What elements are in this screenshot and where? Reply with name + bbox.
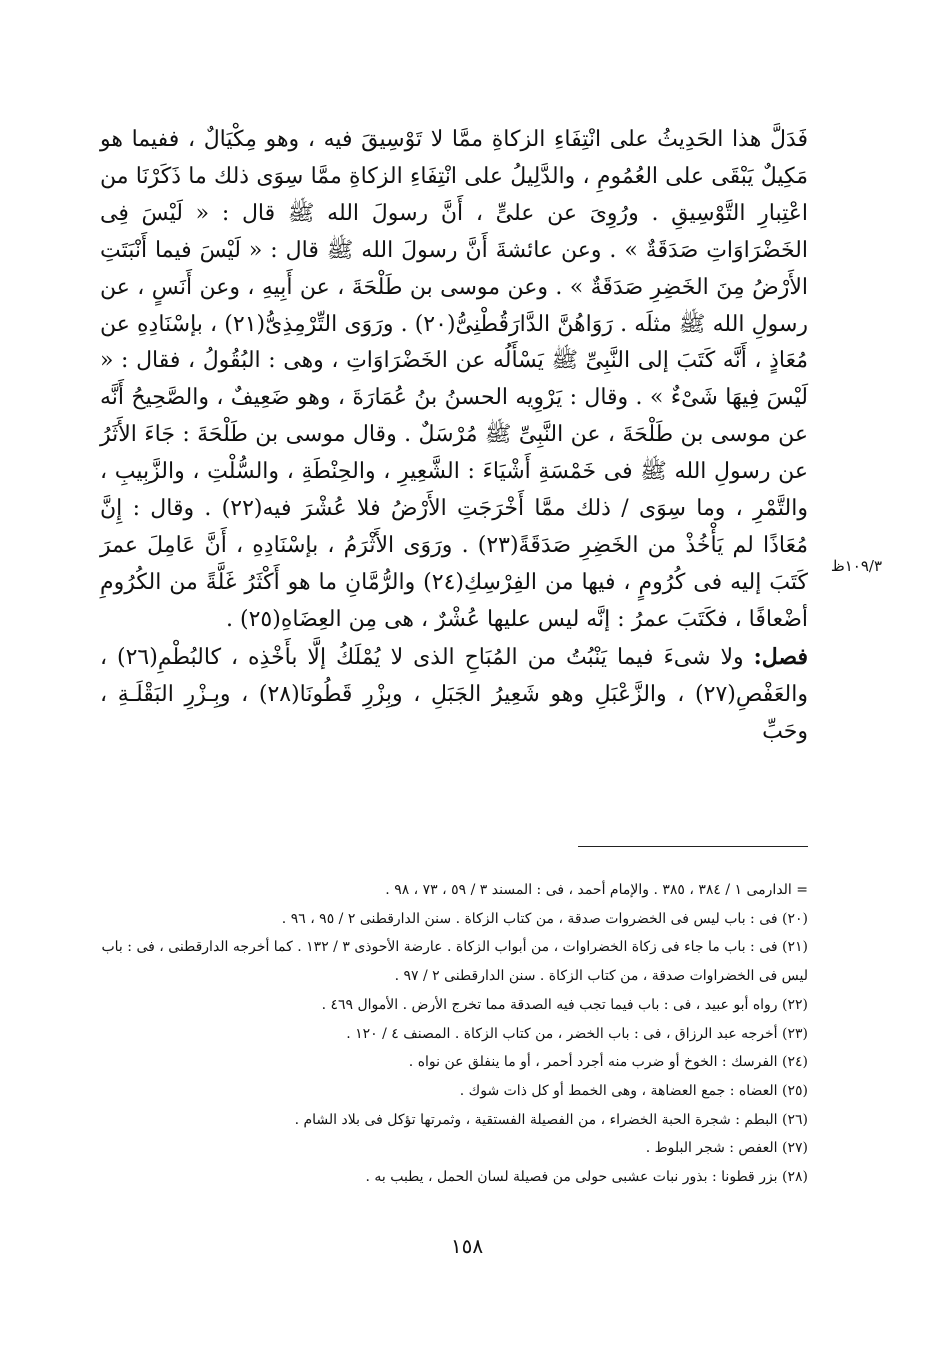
paragraph-2 — [100, 639, 808, 751]
footnote-21: (٢١) فى : باب ما جاء فى زكاة الخضراوات ، من أبواب الزكاة . عارضة الأحوذى ٣ / ١٣٢ . كما أخرجه الدارقطنى ، فى : باب ليس فى الخضراوات صدقة ، من كتاب الزكاة . سنن الدارقطنى ٢ / ٩٧ . — [101, 939, 808, 985]
footnote-divider — [578, 846, 808, 847]
footnote-23: (٢٣) أخرجه عبد الرزاق ، فى : باب الخضر ، من كتاب الزكاة . المصنف ٤ / ١٢٠ . — [346, 1025, 808, 1042]
footnote-26: (٢٦) البطم : شجرة الحبة الخضراء ، من الفصيلة الفستقية ، وثمرتها تؤكل فى بلاد الشام . — [294, 1111, 808, 1128]
section-heading-fasl: فصل: — [753, 643, 808, 670]
main-text — [100, 122, 808, 750]
paragraph-2-text: ولا شىءَ فيما يَنْبُتُ من المُبَاحِ الذى لا يُمْلَكُ إلَّا بأَخْذِه ، كالبُطْمِ(٢٦) ، والعَفْصِ(٢٧) ، والزَّعْبَلِ وهو شَعِيرُ الجَبَلِ ، وبِزْرِ قَطُونَا(٢٨) ، وبِـزْرِ البَقْلَـةِ ، وحَبِّ — [100, 644, 808, 744]
footnote-continued: = الدارمى ١ / ٣٨٤ ، ٣٨٥ . والإمام أحمد ، فى : المسند ٣ / ٥٩ ، ٧٣ ، ٩٨ . — [385, 882, 808, 898]
footnote-27: (٢٧) العفص : شجر البلوط . — [645, 1140, 808, 1157]
footnote-20: (٢٠) فى : باب ليس فى الخضروات صدقة ، من كتاب الزكاة . سنن الدارقطنى ٢ / ٩٥ ، ٩٦ . — [281, 910, 808, 927]
paragraph-1: فَدَلَّ هذا الحَدِيثُ على انْتِفَاءِ الزكاةِ ممَّا لا تَوْسِيقَ فيه ، وهو مِكْيَالٌ ، ففيما هو مَكِيلٌ يَبْقَى على العُمُومِ ، والدَّلِيلُ على انْتِفَاءِ الزكاةِ ممَّا سِوَى ذلك ما ذَكَرْنَا من اعْتِبارِ التَّوْسِيقِ . ورُوِىَ عن علىٍّ ، أَنَّ رسولَ الله ﷺ قال : « لَيْسَ فِى الخَضْرَاوَاتِ صَدَقَةٌ » . وعن عائشةَ أَنَّ رسولَ الله ﷺ قال : « لَيْسَ فيما أَنْبَتَتِ الأَرْضُ مِنَ الخَضِرِ صَدَقَةٌ » . وعن موسى بن طَلْحَةَ ، عن أَبِيهِ ، وعن أَنَسٍ ، عن رسولِ الله ﷺ مثلَه . رَوَاهُنَّ الدَّارَقُطْنِىُّ(٢٠) . ورَوَى التِّرْمِذِىُّ(٢١) ، بإسْنَادِهِ عن مُعَاذٍ ، أَنَّه كَتَبَ إلى النَّبِىِّ ﷺ يَسْأَلُه عن الخَضْرَاوَاتِ ، وهى : البُقُولُ ، فقال : « لَيْسَ فِيهَا شَىْءٌ » . وقال : يَرْوِيه الحسنُ بنُ عُمَارَةَ ، وهو ضَعِيفٌ ، والصَّحِيحُ أَنَّه عن موسى بن طَلْحَةَ ، عن النَّبِىِّ ﷺ مُرْسَلٌ . وقال موسى بن طَلْحَةَ : جَاءَ الأَثَرُ عن رسولِ الله ﷺ فى خَمْسَةِ أَشْيَاءَ : الشَّعِيرِ ، والحِنْطَةِ ، والسُّلْتِ ، والزَّبِيبِ ، والتَّمْرِ ، وما سِوَى / ذلك ممَّا أَخْرَجَتِ الأَرْضُ فلا عُشْرَ فيه(٢٢) . وقال : إِنَّ مُعَاذًا لم يَأْخُذْ من الخَضِرِ صَدَقَةً(٢٣) . ورَوَى الأَثْرَمُ ، بإسْنَادِهِ ، أَنَّ عَامِلَ عمرَ كَتَبَ إليه فى كُرُومٍ ، فيها من الفِرْسِكِ(٢٤) والرُّمَّانِ ما هو أَكْثَرُ غَلَّةً من الكُرُومِ أضْعافًا ، فكَتَبَ عمرُ : إنَّه ليس عليها عُشْرٌ ، هى مِن العِضَاهِ(٢٥) . — [100, 127, 809, 632]
footnotes — [100, 876, 808, 1192]
footnote-25: (٢٥) العضاه : جمع العضاهة ، وهى الخمط أو كل ذات شوك . — [459, 1082, 808, 1099]
margin-folio-note: ١٠٩/٣ظ — [830, 557, 882, 575]
footnote-24: (٢٤) الفرسك : الخوخ أو ضرب منه أجرد أحمر ، أو ما ينفلق عن نواه . — [408, 1054, 808, 1071]
footnote-22: (٢٢) رواه أبو عبيد ، فى : باب فيما تجب فيه الصدقة مما تخرج الأرض . الأموال ٤٦٩ . — [321, 996, 808, 1013]
page-number: ١٥٨ — [450, 1234, 484, 1258]
footnote-28: (٢٨) بزر قطونا : بذور نبات عشبى حولى من فصيلة لسان الحمل ، يطبب به . — [365, 1169, 808, 1186]
